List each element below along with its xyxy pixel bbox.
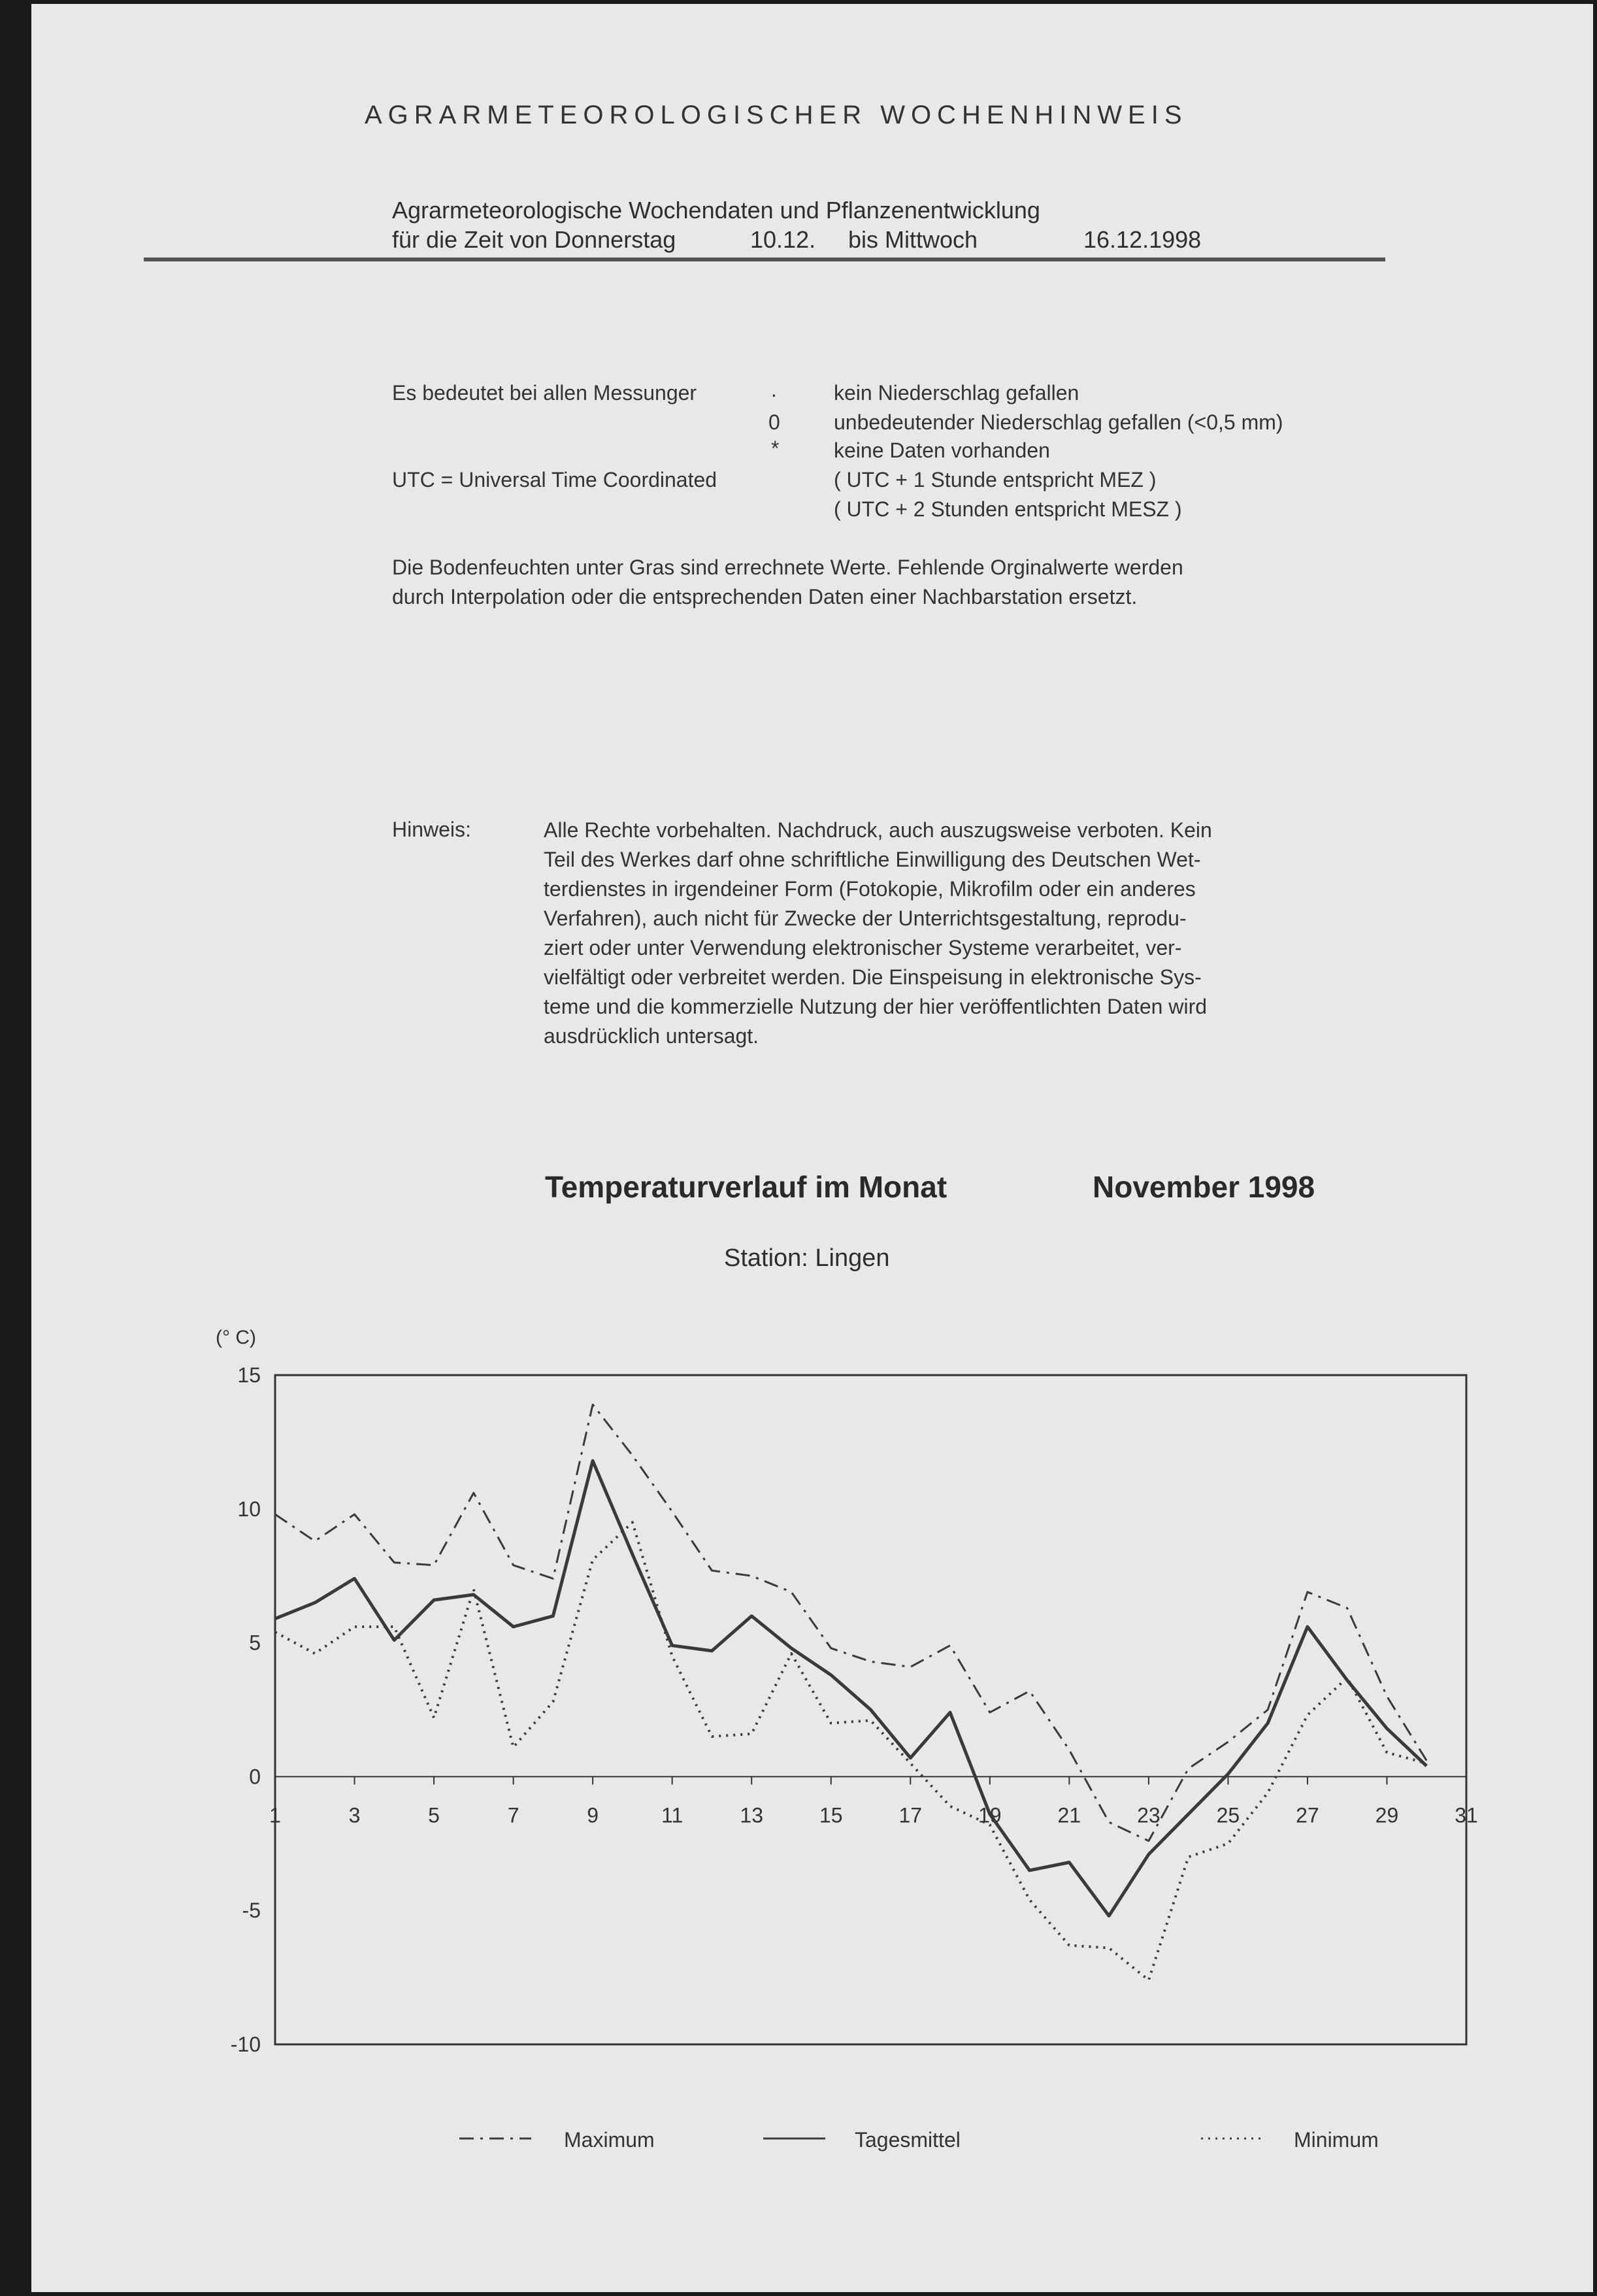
legend-label-maximum: Maximum bbox=[564, 2128, 655, 2152]
x-tick-label: 27 bbox=[1296, 1803, 1319, 1827]
legend-text-dot: kein Niederschlag gefallen bbox=[834, 381, 1079, 405]
date-to: 16.12.1998 bbox=[1083, 226, 1202, 253]
x-tick-label: 21 bbox=[1057, 1803, 1081, 1827]
series-line-minimum bbox=[275, 1522, 1426, 1980]
hinweis-line-6: vielfältigt oder verbreitet werden. Die Einspeisung in elektronische Sys- bbox=[544, 965, 1202, 989]
header-line-2-prefix: für die Zeit von Donnerstag bbox=[392, 226, 676, 253]
series-line-tagesmittel bbox=[275, 1461, 1426, 1916]
legend-label-tagesmittel: Tagesmittel bbox=[855, 2128, 961, 2152]
y-tick-label: -5 bbox=[242, 1899, 261, 1923]
hinweis-line-4: Verfahren), auch nicht für Zwecke der Unterrichtsgestaltung, reprodu- bbox=[544, 907, 1187, 930]
legend-symbol-zero: 0 bbox=[768, 410, 780, 434]
legend-label-minimum: Minimum bbox=[1294, 2128, 1379, 2152]
legend-text-star: keine Daten vorhanden bbox=[834, 439, 1050, 462]
chart-title: Temperaturverlauf im Monat bbox=[545, 1170, 947, 1204]
legend-symbol-star: * bbox=[771, 437, 780, 460]
x-tick-label: 3 bbox=[348, 1803, 361, 1827]
y-tick-label: 10 bbox=[237, 1497, 261, 1521]
x-tick-label: 9 bbox=[587, 1803, 599, 1827]
x-tick-label: 11 bbox=[661, 1803, 683, 1827]
chart-month: November 1998 bbox=[1093, 1170, 1315, 1204]
document-title: AGRARMETEOROLOGISCHER WOCHENHINWEIS bbox=[365, 101, 1188, 129]
legend-text-zero: unbedeutender Niederschlag gefallen (<0,5 mm) bbox=[834, 410, 1283, 434]
utc-note-mez: ( UTC + 1 Stunde entspricht MEZ ) bbox=[834, 468, 1157, 491]
header-line-1: Agrarmeteorologische Wochendaten und Pflanzenentwicklung bbox=[392, 197, 1040, 224]
hinweis-line-1: Alle Rechte vorbehalten. Nachdruck, auch auszugsweise verboten. Kein bbox=[544, 818, 1212, 842]
hinweis-line-8: ausdrücklich untersagt. bbox=[544, 1024, 759, 1048]
x-tick-label: 31 bbox=[1455, 1803, 1478, 1827]
legend-intro: Es bedeutet bei allen Messunger bbox=[392, 381, 697, 405]
y-tick-label: 0 bbox=[249, 1765, 261, 1789]
y-axis-label: (° C) bbox=[216, 1327, 256, 1348]
x-tick-label: 23 bbox=[1137, 1803, 1161, 1827]
y-tick-label: 15 bbox=[237, 1363, 261, 1387]
document-page bbox=[31, 4, 1593, 2292]
x-tick-label: 29 bbox=[1375, 1803, 1399, 1827]
soil-note-line-1: Die Bodenfeuchten unter Gras sind errechnete Werte. Fehlende Orginalwerte werden bbox=[392, 556, 1183, 579]
y-tick-label: 5 bbox=[249, 1631, 261, 1655]
x-tick-label: 5 bbox=[428, 1803, 440, 1827]
y-tick-label: -10 bbox=[230, 2033, 261, 2056]
x-tick-label: 15 bbox=[819, 1803, 843, 1827]
hinweis-label: Hinweis: bbox=[392, 818, 471, 841]
x-tick-label: 7 bbox=[507, 1803, 519, 1827]
x-tick-label: 25 bbox=[1216, 1803, 1240, 1827]
utc-note-mesz: ( UTC + 2 Stunden entspricht MESZ ) bbox=[834, 497, 1182, 521]
series-line-maximum bbox=[275, 1405, 1426, 1841]
temperature-chart bbox=[31, 4, 1593, 2292]
x-tick-label: 17 bbox=[898, 1803, 923, 1827]
date-from: 10.12. bbox=[750, 226, 816, 253]
hinweis-line-3: terdienstes in irgendeiner Form (Fotokopie, Mikrofilm oder ein anderes bbox=[544, 877, 1196, 901]
hinweis-line-5: ziert oder unter Verwendung elektronischer Systeme verarbeitet, ver- bbox=[544, 936, 1182, 959]
hinweis-line-7: teme und die kommerzielle Nutzung der hier veröffentlichten Daten wird bbox=[544, 995, 1208, 1018]
hinweis-line-2: Teil des Werkes darf ohne schriftliche Einwilligung des Deutschen Wet- bbox=[544, 848, 1201, 871]
utc-label: UTC = Universal Time Coordinated bbox=[392, 468, 717, 491]
x-tick-label: 1 bbox=[269, 1803, 281, 1827]
chart-station: Station: Lingen bbox=[724, 1244, 890, 1272]
header-line-2-mid: bis Mittwoch bbox=[848, 226, 978, 253]
legend-symbol-dot: . bbox=[771, 378, 777, 401]
x-tick-label: 19 bbox=[978, 1803, 1002, 1827]
soil-note-line-2: durch Interpolation oder die entsprechenden Daten einer Nachbarstation ersetzt. bbox=[392, 585, 1138, 608]
x-tick-label: 13 bbox=[740, 1803, 763, 1827]
